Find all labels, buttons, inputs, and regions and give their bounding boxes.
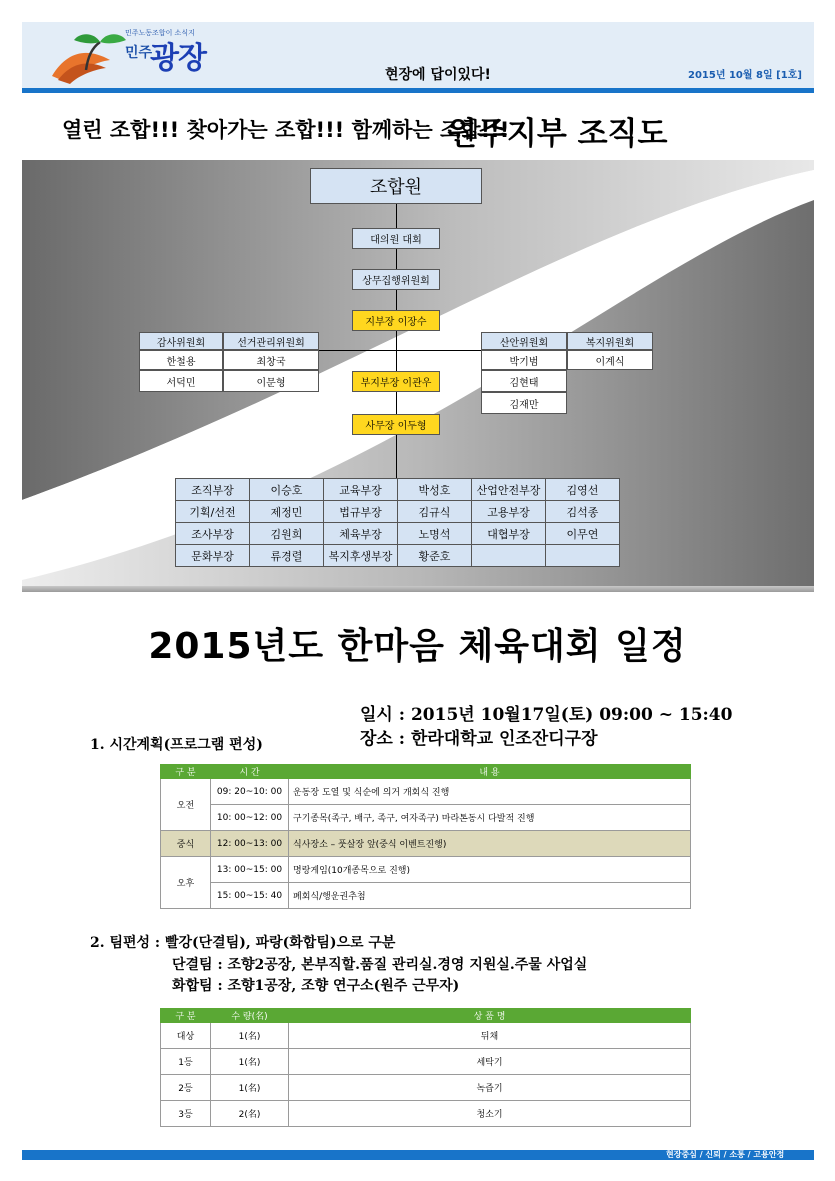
rank-cell: 2등 [161,1075,211,1101]
staff-row [176,501,620,523]
issue-date: 2015년 10월 8일 [1호] [688,70,802,81]
column-header: 구 분 [161,1009,211,1023]
staff-table [175,478,620,567]
staff-cell: 복지후생부장 [324,545,398,567]
election-member: 최창국 [223,350,319,370]
staff-cell: 조직부장 [176,479,250,501]
node-vice-chief: 부지부장 이관우 [352,371,440,392]
node-election: 선거관리위원회 [223,332,319,350]
table-row [161,1101,691,1127]
rank-cell: 1등 [161,1049,211,1075]
column-header: 내 용 [289,765,691,779]
staff-cell: 산업안전부장 [472,479,546,501]
qty-cell: 1(名) [211,1023,289,1049]
table-header-row [161,765,691,779]
node-members: 조합원 [310,168,482,204]
staff-cell: 노명석 [398,523,472,545]
team-blue: 화합팀 : 조향1공장, 조향 연구소(원주 근무자) [172,978,460,994]
header-rule [22,88,814,93]
content-cell: 폐회식/행운권추첨 [289,883,691,909]
schedule-place: 장소 : 한라대학교 인조잔디구장 [360,729,598,749]
staff-cell: 기획/선전 [176,501,250,523]
prize-cell: 뒤채 [289,1023,691,1049]
staff-row [176,545,620,567]
column-header: 시 간 [211,765,289,779]
team-red: 단결팀 : 조향2공장, 본부직할.품질 관리실.경영 지원실.주물 사업실 [172,957,588,973]
staff-cell: 체육부장 [324,523,398,545]
staff-cell: 김영선 [546,479,620,501]
table-row [161,779,691,805]
table-row [161,831,691,857]
column-header: 구 분 [161,765,211,779]
section-separator [22,586,814,592]
staff-cell: 박성호 [398,479,472,501]
rank-cell: 대상 [161,1023,211,1049]
org-title: 원주지부 조직도 [447,116,668,152]
org-slogan: 열린 조합!!! 찾아가는 조합!!! 함께하는 조합!!! [62,118,510,142]
safety-member: 김현태 [481,370,567,392]
org-chart [22,160,814,590]
period-cell: 중식 [161,831,211,857]
node-delegates: 대의원 대회 [352,228,440,249]
section-time-plan: 1. 시간계획(프로그램 편성) [90,737,263,753]
audit-member: 한철용 [139,350,223,370]
table-row [161,1049,691,1075]
staff-cell: 김석종 [546,501,620,523]
content-cell: 명랑게임(10개종목으로 진행) [289,857,691,883]
safety-member: 박기범 [481,350,567,370]
staff-cell: 김규식 [398,501,472,523]
staff-cell: 문화부장 [176,545,250,567]
safety-member: 김재만 [481,392,567,414]
staff-row [176,523,620,545]
staff-cell: 류경렬 [250,545,324,567]
staff-cell [546,545,620,567]
table-row [161,883,691,909]
time-cell: 09: 20~10: 00 [211,779,289,805]
node-safety: 산안위원회 [481,332,567,350]
schedule-date: 일시 : 2015년 10월17일(토) 09:00 ~ 15:40 [360,705,733,725]
content-cell: 구기종목(족구, 배구, 족구, 여자족구) 마라톤동시 다발적 진행 [289,805,691,831]
section-team-split: 2. 팀편성 : 빨강(단결팀), 파랑(화합팀)으로 구분 [90,935,396,951]
time-cell: 13: 00~15: 00 [211,857,289,883]
qty-cell: 2(名) [211,1101,289,1127]
staff-cell: 법규부장 [324,501,398,523]
time-plan-table [160,764,691,909]
logo-gwangjang: 광장 [150,41,206,76]
period-cell: 오후 [161,857,211,909]
qty-cell: 1(名) [211,1049,289,1075]
table-row [161,1075,691,1101]
staff-cell: 제정민 [250,501,324,523]
node-secretary: 사무장 이두형 [352,414,440,435]
staff-cell: 김원희 [250,523,324,545]
node-welfare: 복지위원회 [567,332,653,350]
staff-cell: 고용부장 [472,501,546,523]
time-cell: 12: 00~13: 00 [211,831,289,857]
staff-cell: 황준호 [398,545,472,567]
staff-cell [472,545,546,567]
footer-slogan: 현장중심 / 신뢰 / 소통 / 고용안정 [666,1150,785,1159]
staff-cell: 대협부장 [472,523,546,545]
content-cell: 식사장소 – 풋살장 앞(중식 이벤트진행) [289,831,691,857]
period-cell: 오전 [161,779,211,831]
qty-cell: 1(名) [211,1075,289,1101]
time-cell: 10: 00~12: 00 [211,805,289,831]
welfare-member: 이계식 [567,350,653,370]
node-chief: 지부장 이장수 [352,310,440,331]
audit-member: 서덕민 [139,370,223,392]
header-slogan: 현장에 답이있다! [385,67,491,83]
staff-cell: 교육부장 [324,479,398,501]
node-executive: 상무집행위원회 [352,269,440,290]
table-header-row [161,1009,691,1023]
prize-table [160,1008,691,1127]
node-audit: 감사위원회 [139,332,223,350]
content-cell: 운동장 도열 및 식순에 의거 개회식 진행 [289,779,691,805]
table-row [161,805,691,831]
table-row [161,1023,691,1049]
prize-cell: 세탁기 [289,1049,691,1075]
org-title-row [62,108,782,152]
time-cell: 15: 00~15: 40 [211,883,289,909]
logo-minju: 민주 [125,45,153,61]
staff-cell: 이무연 [546,523,620,545]
rank-cell: 3등 [161,1101,211,1127]
staff-cell: 조사부장 [176,523,250,545]
logo-tagline: 민주노동조합이 소식지 [125,29,195,37]
staff-cell: 이승호 [250,479,324,501]
prize-cell: 녹즙기 [289,1075,691,1101]
staff-row [176,479,620,501]
column-header: 수 량(名) [211,1009,289,1023]
election-member: 이문형 [223,370,319,392]
table-row [161,857,691,883]
schedule-title: 2015년도 한마음 체육대회 일정 [148,626,687,667]
prize-cell: 청소기 [289,1101,691,1127]
column-header: 상 품 명 [289,1009,691,1023]
